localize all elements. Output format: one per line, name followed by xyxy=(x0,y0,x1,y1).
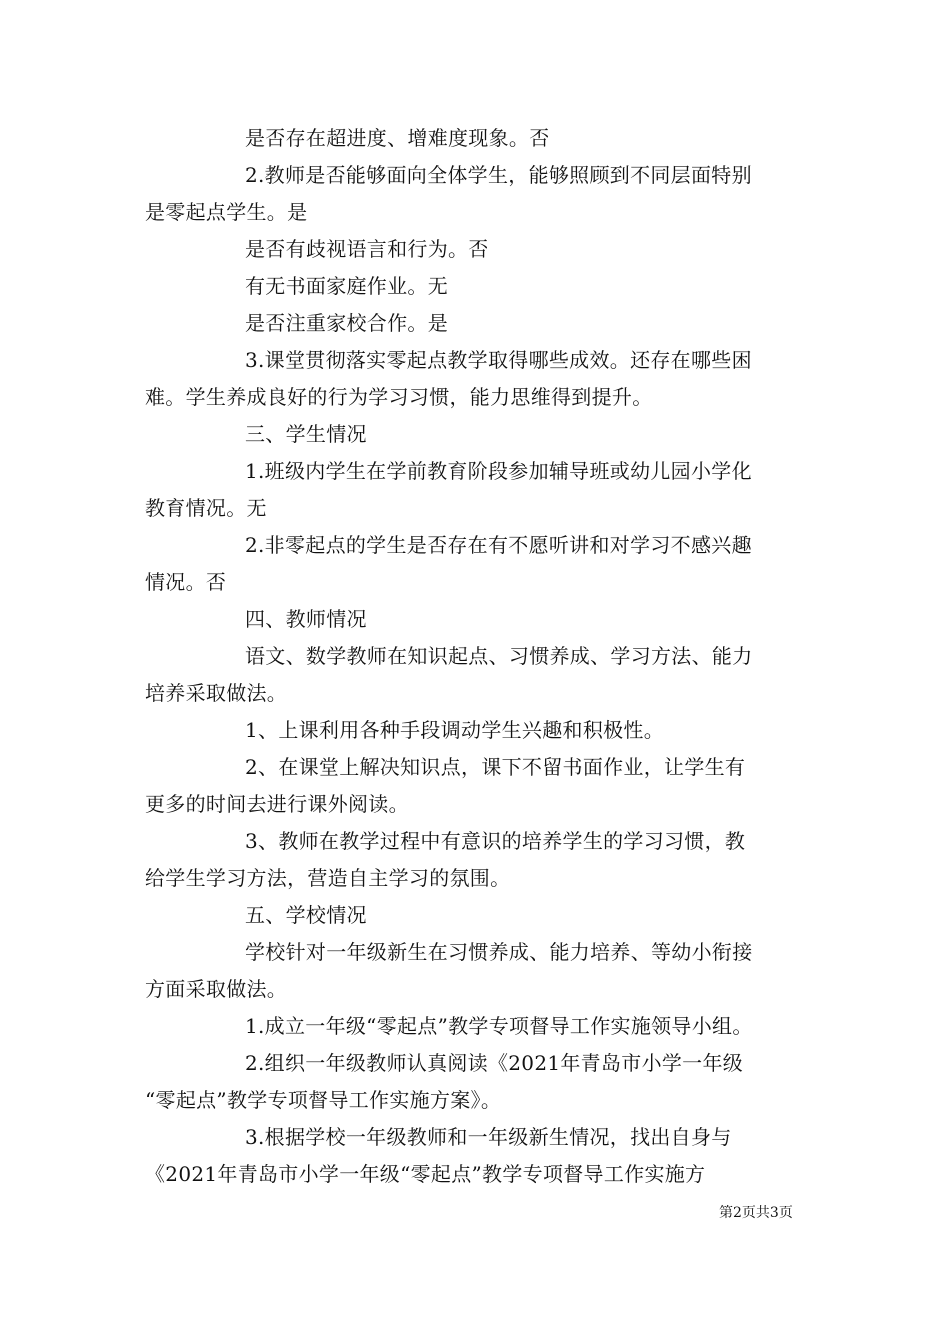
text-line: “零起点”教学专项督导工作实施方案》。 xyxy=(145,1088,502,1112)
text-line: 是否存在超进度、增难度现象。否 xyxy=(245,126,550,150)
text-line: 是零起点学生。是 xyxy=(145,200,308,224)
text-line: 更多的时间去进行课外阅读。 xyxy=(145,792,409,816)
section-heading: 四、教师情况 xyxy=(245,607,367,631)
text-line: 有无书面家庭作业。无 xyxy=(245,274,448,298)
text-line: 是否有歧视语言和行为。否 xyxy=(245,237,489,261)
text-line: 培养采取做法。 xyxy=(145,681,288,705)
text-line: 3.根据学校一年级教师和一年级新生情况，找出自身与 xyxy=(245,1125,732,1149)
text-line: 2.教师是否能够面向全体学生，能够照顾到不同层面特别 xyxy=(245,163,752,187)
text-line: 教育情况。无 xyxy=(145,496,267,520)
text-line: 2.非零起点的学生是否存在有不愿听讲和对学习不感兴趣 xyxy=(245,533,752,557)
text-line: 情况。否 xyxy=(145,570,227,594)
page-number-footer: 第2页共3页 xyxy=(719,1205,793,1221)
text-line: 语文、数学教师在知识起点、习惯养成、学习方法、能力 xyxy=(245,644,753,668)
text-line: 是否注重家校合作。是 xyxy=(245,311,448,335)
text-line: 1、上课利用各种手段调动学生兴趣和积极性。 xyxy=(245,718,665,742)
text-line: 难。学生养成良好的行为学习习惯，能力思维得到提升。 xyxy=(145,385,653,409)
text-line: 3.课堂贯彻落实零起点教学取得哪些成效。还存在哪些困 xyxy=(245,348,752,372)
text-line: 1.班级内学生在学前教育阶段参加辅导班或幼儿园小学化 xyxy=(245,459,752,483)
text-line: 2、在课堂上解决知识点，课下不留书面作业，让学生有 xyxy=(245,755,746,779)
section-heading: 五、学校情况 xyxy=(245,903,367,927)
text-line: 学校针对一年级新生在习惯养成、能力培养、等幼小衔接 xyxy=(245,940,753,964)
text-line: 《2021年青岛市小学一年级“零起点”教学专项督导工作实施方 xyxy=(145,1162,706,1186)
text-line: 方面采取做法。 xyxy=(145,977,288,1001)
text-line: 3、教师在教学过程中有意识的培养学生的学习习惯，教 xyxy=(245,829,746,853)
text-line: 给学生学习方法，营造自主学习的氛围。 xyxy=(145,866,511,890)
section-heading: 三、学生情况 xyxy=(245,422,367,446)
text-line: 1.成立一年级“零起点”教学专项督导工作实施领导小组。 xyxy=(245,1014,753,1038)
text-line: 2.组织一年级教师认真阅读《2021年青岛市小学一年级 xyxy=(245,1051,744,1075)
